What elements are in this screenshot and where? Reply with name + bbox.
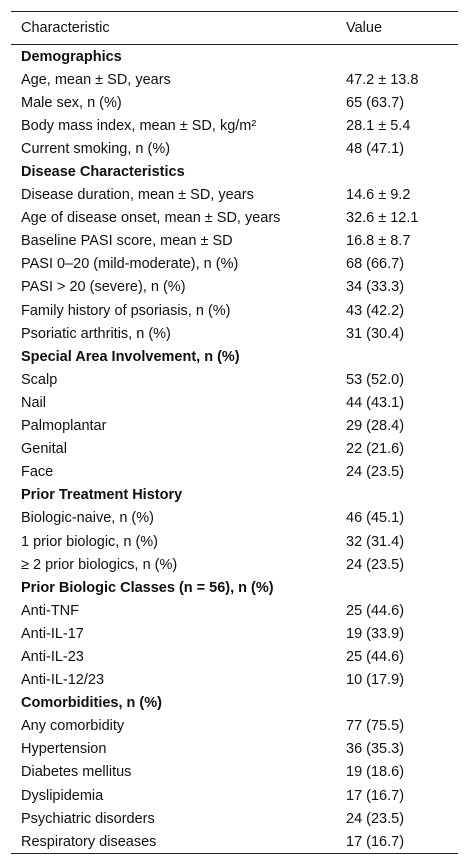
section-title: Prior Treatment History bbox=[21, 487, 183, 504]
section-title: Comorbidities, n (%) bbox=[21, 695, 162, 712]
characteristic-cell: PASI 0–20 (mild-moderate), n (%) bbox=[21, 256, 239, 273]
value-cell: 65 (63.7) bbox=[346, 94, 405, 111]
characteristic-cell: Current smoking, n (%) bbox=[21, 140, 171, 157]
value-cell: 53 (52.0) bbox=[346, 371, 405, 388]
characteristic-cell: Biologic-naive, n (%) bbox=[21, 510, 154, 527]
characteristics-table-container bbox=[11, 11, 458, 854]
value-cell: 43 (42.2) bbox=[346, 302, 405, 319]
header-value: Value bbox=[330, 12, 458, 45]
table-row bbox=[11, 507, 458, 530]
characteristic-cell: Anti-IL-23 bbox=[21, 648, 84, 665]
section-header-row bbox=[11, 345, 458, 368]
table-row bbox=[11, 91, 458, 114]
value-cell: 28.1 ± 5.4 bbox=[346, 117, 411, 134]
characteristic-cell: ≥ 2 prior biologics, n (%) bbox=[21, 556, 178, 573]
characteristic-cell: Anti-IL-12/23 bbox=[21, 672, 105, 689]
section-header-row bbox=[11, 576, 458, 599]
table-row bbox=[11, 645, 458, 668]
characteristic-cell: Any comorbidity bbox=[21, 718, 125, 735]
value-cell: 19 (18.6) bbox=[346, 764, 405, 781]
header-row bbox=[11, 12, 458, 45]
characteristic-cell: Palmoplantar bbox=[21, 418, 107, 435]
characteristic-cell: Family history of psoriasis, n (%) bbox=[21, 302, 231, 319]
table-row bbox=[11, 114, 458, 137]
table-row bbox=[11, 253, 458, 276]
characteristic-cell: Dyslipidemia bbox=[21, 787, 104, 804]
header-characteristic: Characteristic bbox=[11, 12, 330, 45]
value-cell: 48 (47.1) bbox=[346, 140, 405, 157]
value-cell: 68 (66.7) bbox=[346, 256, 405, 273]
table-row bbox=[11, 553, 458, 576]
characteristic-cell: Respiratory diseases bbox=[11, 830, 330, 854]
value-cell: 17 (16.7) bbox=[330, 830, 458, 854]
value-cell: 77 (75.5) bbox=[346, 718, 405, 735]
characteristic-cell: 1 prior biologic, n (%) bbox=[21, 533, 158, 550]
table-row bbox=[11, 784, 458, 807]
value-cell: 31 (30.4) bbox=[346, 325, 405, 342]
section-header-row bbox=[11, 160, 458, 183]
value-cell: 29 (28.4) bbox=[346, 418, 405, 435]
value-cell: 36 (35.3) bbox=[346, 741, 405, 758]
characteristic-cell: Genital bbox=[21, 441, 67, 458]
value-cell: 22 (21.6) bbox=[346, 441, 405, 458]
table-row bbox=[11, 230, 458, 253]
characteristic-cell: Age of disease onset, mean ± SD, years bbox=[21, 210, 281, 227]
value-cell: 32.6 ± 12.1 bbox=[346, 210, 419, 227]
table-row bbox=[11, 715, 458, 738]
section-title: Demographics bbox=[21, 48, 122, 65]
value-cell: 25 (44.6) bbox=[346, 602, 405, 619]
characteristic-cell: Anti-IL-17 bbox=[21, 625, 84, 642]
table-body bbox=[11, 45, 458, 854]
value-cell: 17 (16.7) bbox=[346, 787, 405, 804]
table-row bbox=[11, 530, 458, 553]
section-title: Prior Biologic Classes (n = 56), n (%) bbox=[21, 579, 274, 596]
value-cell: 25 (44.6) bbox=[346, 648, 405, 665]
characteristic-cell: Male sex, n (%) bbox=[21, 94, 122, 111]
table-row bbox=[11, 68, 458, 91]
section-header-row bbox=[11, 484, 458, 507]
table-row bbox=[11, 622, 458, 645]
table-row bbox=[11, 415, 458, 438]
characteristic-cell: Hypertension bbox=[21, 741, 107, 758]
characteristic-cell: Diabetes mellitus bbox=[21, 764, 132, 781]
table-row bbox=[11, 391, 458, 414]
table-row bbox=[11, 599, 458, 622]
table-row bbox=[11, 137, 458, 160]
value-cell: 32 (31.4) bbox=[346, 533, 405, 550]
table-header bbox=[11, 12, 458, 45]
section-header-row bbox=[11, 45, 458, 69]
table-row bbox=[11, 738, 458, 761]
table-row bbox=[11, 830, 458, 854]
value-cell: 16.8 ± 8.7 bbox=[346, 233, 411, 250]
table-row bbox=[11, 322, 458, 345]
table-row bbox=[11, 299, 458, 322]
table-row bbox=[11, 207, 458, 230]
value-cell: 44 (43.1) bbox=[346, 394, 405, 411]
characteristics-table bbox=[11, 11, 458, 854]
characteristic-cell: Nail bbox=[21, 394, 46, 411]
table-row bbox=[11, 807, 458, 830]
characteristic-cell: Baseline PASI score, mean ± SD bbox=[21, 233, 233, 250]
value-cell: 24 (23.5) bbox=[346, 556, 405, 573]
characteristic-cell: Psoriatic arthritis, n (%) bbox=[21, 325, 171, 342]
table-row bbox=[11, 368, 458, 391]
table-row bbox=[11, 276, 458, 299]
characteristic-cell: Face bbox=[21, 464, 54, 481]
table-row bbox=[11, 669, 458, 692]
value-cell: 19 (33.9) bbox=[346, 625, 405, 642]
section-title: Disease Characteristics bbox=[21, 164, 185, 181]
value-cell: 47.2 ± 13.8 bbox=[346, 71, 419, 88]
value-cell: 10 (17.9) bbox=[346, 672, 405, 689]
characteristic-cell: Psychiatric disorders bbox=[21, 810, 155, 827]
characteristic-cell: Body mass index, mean ± SD, kg/m² bbox=[21, 117, 257, 134]
value-cell: 46 (45.1) bbox=[346, 510, 405, 527]
value-cell: 24 (23.5) bbox=[346, 810, 405, 827]
section-title: Special Area Involvement, n (%) bbox=[21, 348, 240, 365]
section-header-row bbox=[11, 692, 458, 715]
table-row bbox=[11, 761, 458, 784]
value-cell: 34 (33.3) bbox=[346, 279, 405, 296]
characteristic-cell: PASI > 20 (severe), n (%) bbox=[21, 279, 186, 296]
characteristic-cell: Anti-TNF bbox=[21, 602, 79, 619]
value-cell: 14.6 ± 9.2 bbox=[346, 187, 411, 204]
table-row bbox=[11, 184, 458, 207]
table-row bbox=[11, 438, 458, 461]
characteristic-cell: Disease duration, mean ± SD, years bbox=[21, 187, 254, 204]
characteristic-cell: Age, mean ± SD, years bbox=[21, 71, 171, 88]
table-row bbox=[11, 461, 458, 484]
value-cell: 24 (23.5) bbox=[346, 464, 405, 481]
characteristic-cell: Scalp bbox=[21, 371, 58, 388]
